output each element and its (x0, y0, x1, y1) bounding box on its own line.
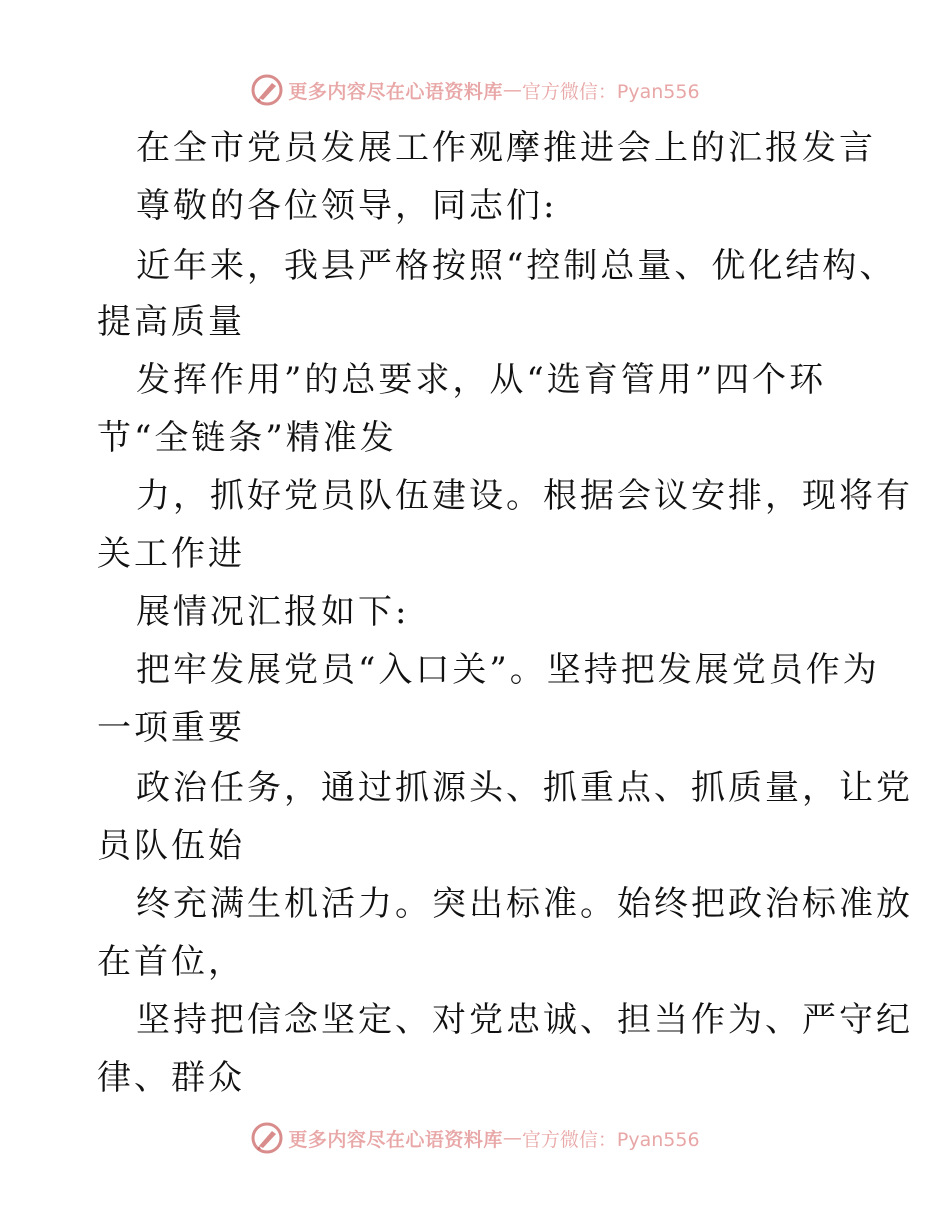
paragraph-line: 政治任务，通过抓源头、抓重点、抓质量，让党 (136, 768, 913, 808)
footer-watermark-banner (0, 1118, 950, 1158)
banner-wechat-text: 官方微信：Pyan556 (521, 1128, 700, 1151)
paragraph-line: 一项重要 (97, 708, 245, 748)
salutation: 尊敬的各位领导，同志们: (136, 186, 558, 226)
paragraph-line: 提高质量 (97, 302, 245, 342)
banner-promo-text: 更多内容尽在心语资料库 (288, 1128, 503, 1151)
banner-separator: — (502, 1127, 522, 1149)
pen-logo-icon (250, 73, 284, 107)
banner-wechat-text: 官方微信：Pyan556 (521, 80, 700, 103)
banner-separator: — (502, 79, 522, 101)
paragraph-line: 员队伍始 (97, 826, 245, 866)
paragraph-line: 力，抓好党员队伍建设。根据会议安排，现将有 (136, 476, 913, 516)
paragraph-line: 节“全链条”精准发 (97, 418, 397, 458)
pen-logo-icon (250, 1121, 284, 1155)
paragraph-line: 关工作进 (97, 534, 245, 574)
header-watermark-banner (0, 70, 950, 110)
paragraph-line: 坚持把信念坚定、对党忠诚、担当作为、严守纪 (136, 1000, 913, 1040)
paragraph-line: 在首位， (97, 942, 245, 982)
paragraph-line: 律、群众 (97, 1058, 245, 1098)
paragraph-line: 把牢发展党员“入口关”。坚持把发展党员作为 (136, 650, 880, 690)
paragraph-line: 发挥作用”的总要求，从“选育管用”四个环 (136, 360, 827, 400)
banner-promo-text: 更多内容尽在心语资料库 (288, 80, 503, 103)
paragraph-line: 近年来，我县严格按照“控制总量、优化结构、 (136, 246, 897, 286)
paragraph-line: 展情况汇报如下: (136, 592, 410, 632)
document-title: 在全市党员发展工作观摩推进会上的汇报发言 (136, 128, 876, 168)
paragraph-line: 终充满生机活力。突出标准。始终把政治标准放 (136, 884, 913, 924)
